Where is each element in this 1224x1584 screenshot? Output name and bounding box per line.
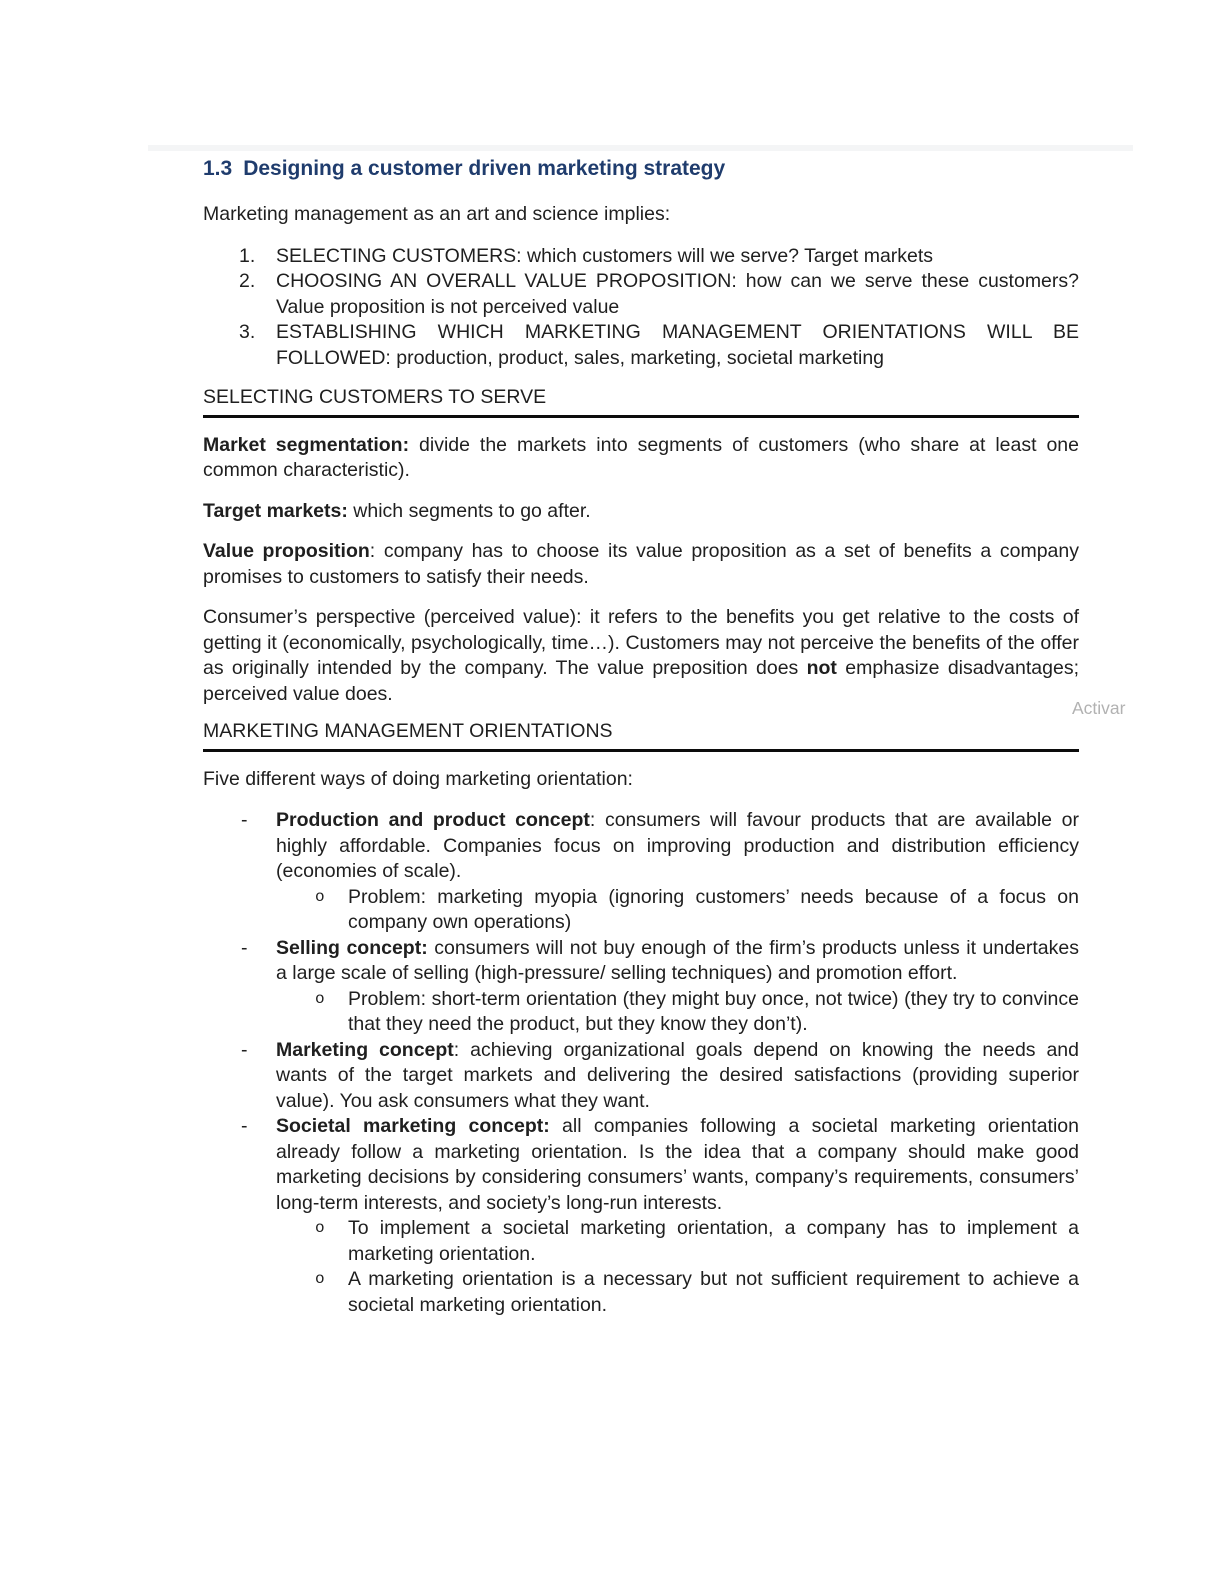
numbered-marker: 1. — [239, 244, 256, 267]
title-number: 1.3 — [203, 157, 233, 180]
paragraph-consumer-perspective — [203, 605, 1079, 707]
orientation-intro-paragraph: Five different ways of doing marketing orientation: — [203, 767, 633, 790]
numbered-marker: 3. — [239, 321, 256, 343]
sub-bullet-item — [203, 1267, 1079, 1318]
intro-paragraph: Marketing management as an art and science implies: — [203, 203, 671, 225]
page-edge-divider — [148, 145, 1133, 151]
list-item — [203, 320, 1079, 371]
bullet-text — [276, 936, 1079, 987]
list-item-text: SELECTING CUSTOMERS: which customers will we serve? Target markets — [276, 244, 934, 267]
bullet-text — [276, 808, 1079, 885]
paragraph-text: emphasize disadvantages; perceived value does. — [203, 657, 1079, 705]
section-header-marketing-orientations: MARKETING MANAGEMENT ORIENTATIONS — [203, 719, 1079, 752]
sub-bullet-text: Problem: short-term orientation (they might buy once, not twice) (they try to convince that they need the product, but they know they don’t). — [348, 987, 1079, 1035]
sub-bullet-text: Problem: marketing myopia (ignoring customers’ needs because of a focus on company own operations) — [348, 885, 1079, 933]
title-text: Designing a customer driven marketing strategy — [243, 157, 726, 180]
sub-bullet-item — [203, 885, 1079, 936]
bullet-text — [276, 1114, 1079, 1216]
paragraph-text: : company has to choose its value proposition as a set of benefits a company promises to customers to satisfy their needs. — [203, 540, 1079, 588]
list-item — [203, 244, 1079, 270]
paragraph-target-markets — [203, 499, 1079, 525]
sub-bullet-text: To implement a societal marketing orientation, a company has to implement a marketing orientation. — [348, 1217, 1079, 1265]
circle-marker: o — [315, 989, 325, 1008]
dash-marker: - — [241, 1115, 248, 1137]
paragraph-label: Target markets: — [203, 499, 348, 522]
paragraph-market-segmentation — [203, 433, 1079, 484]
sub-bullet-text: A marketing orientation is a necessary but not sufficient requirement to achieve a societal marketing orientation. — [348, 1268, 1079, 1316]
sub-bullet-item — [203, 1216, 1079, 1267]
bullet-item-marketing-concept — [203, 1038, 1079, 1115]
bullet-text — [276, 1038, 1079, 1115]
bullet-body: : achieving organizational goals depend on knowing the needs and wants of the target markets and delivering the desired satisfactions (providing superior value). You ask consumers what they want. — [276, 1038, 1079, 1112]
dash-marker: - — [241, 809, 248, 831]
numbered-marker: 2. — [239, 270, 256, 292]
document-content — [203, 156, 1079, 1318]
bullet-label: Selling concept: — [276, 936, 428, 959]
windows-activation-watermark: Activar — [1072, 698, 1126, 718]
bullet-label: Societal marketing concept: — [276, 1115, 550, 1137]
paragraph-label: Value proposition — [203, 540, 370, 562]
bullet-item-production-product — [203, 808, 1079, 885]
bullet-item-selling-concept — [203, 936, 1079, 987]
circle-marker: o — [315, 1270, 325, 1288]
numbered-list — [203, 244, 1079, 372]
paragraph-text: Consumer’s perspective (perceived value): it refers to the benefits you get relative to the costs of getting it (economically, psychologically, time…). Customers may not perceive the benefits of the offer as originally intended by the company. The value preposition does — [203, 606, 1079, 679]
list-item-text: CHOOSING AN OVERALL VALUE PROPOSITION: how can we serve these customers? Value proposition is not perceived value — [276, 270, 1079, 318]
paragraph-bold-word: not — [806, 657, 837, 679]
bullet-body: all companies following a societal marketing orientation already follow a marketing orientation. Is the idea that a company should make good marketing decisions by considering consumers’ wants, company’s requirements, consumers’ long-term interests, and society’s long-run interests. — [276, 1115, 1079, 1214]
bullet-item-societal-marketing — [203, 1114, 1079, 1216]
bullet-list — [203, 808, 1079, 1318]
bullet-label: Production and product concept — [276, 809, 590, 831]
paragraph-value-proposition — [203, 539, 1079, 590]
sub-bullet-item — [203, 987, 1079, 1038]
bullet-label: Marketing concept — [276, 1038, 454, 1061]
paragraph-text: which segments to go after. — [347, 499, 591, 522]
paragraph-text: divide the markets into segments of customers (who share at least one common characteristic). — [203, 433, 1079, 481]
list-item — [203, 269, 1079, 320]
bullet-body: consumers will not buy enough of the firm’s products unless it undertakes a large scale of selling (high-pressure/ selling techniques) and promotion effort. — [276, 936, 1079, 984]
dash-marker: - — [241, 936, 248, 959]
page-title — [203, 156, 1079, 181]
paragraph-label: Market segmentation: — [203, 433, 410, 456]
circle-marker: o — [315, 1219, 325, 1237]
list-item-text: ESTABLISHING WHICH MARKETING MANAGEMENT ORIENTATIONS WILL BE FOLLOWED: production, product, sales, marketing, societal marketing — [276, 321, 1079, 369]
dash-marker: - — [241, 1038, 248, 1061]
circle-marker: o — [315, 887, 325, 906]
section-header-selecting-customers: SELECTING CUSTOMERS TO SERVE — [203, 385, 1079, 418]
bullet-body: : consumers will favour products that are available or highly affordable. Companies focus on improving production and distribution efficiency (economies of scale). — [276, 809, 1080, 882]
